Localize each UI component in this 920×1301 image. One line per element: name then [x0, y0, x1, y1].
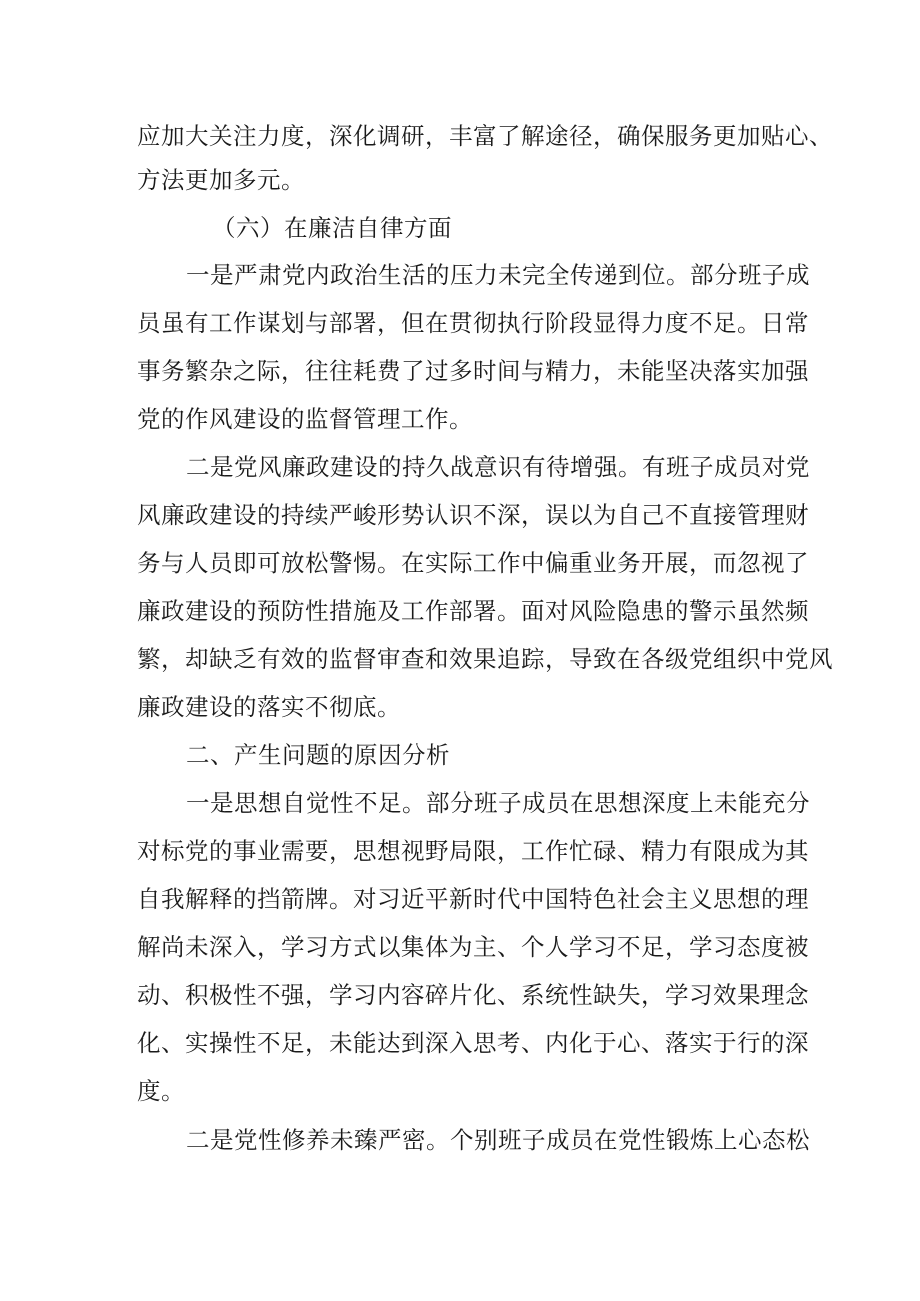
text-line: 员虽有工作谋划与部署，但在贯彻执行阶段显得力度不足。日常 — [137, 309, 809, 337]
section-heading-cause-analysis: 二、产生问题的原因分析 — [186, 741, 450, 769]
text-line: 党的作风建设的监督管理工作。 — [137, 405, 473, 433]
text-line: 自我解释的挡箭牌。对习近平新时代中国特色社会主义思想的理 — [137, 885, 809, 913]
text-line: 方法更加多元。 — [137, 166, 305, 194]
text-line: 廉政建设的预防性措施及工作部署。面对风险隐患的警示虽然频 — [137, 597, 809, 625]
text-line: 二是党风廉政建设的持久战意识有待增强。有班子成员对党 — [186, 453, 810, 481]
text-line: 一是严肃党内政治生活的压力未完全传递到位。部分班子成 — [186, 261, 810, 289]
text-line: 务与人员即可放松警惕。在实际工作中偏重业务开展，而忽视了 — [137, 549, 809, 577]
text-line: 风廉政建设的持续严峻形势认识不深，误以为自己不直接管理财 — [137, 501, 809, 529]
text-line: 繁，却缺乏有效的监督审查和效果追踪，导致在各级党组织中党风 — [137, 645, 833, 673]
text-line: 对标党的事业需要，思想视野局限，工作忙碌、精力有限成为其 — [137, 837, 809, 865]
text-line: 动、积极性不强，学习内容碎片化、系统性缺失，学习效果理念 — [137, 981, 809, 1009]
text-line: 二是党性修养未臻严密。个别班子成员在党性锻炼上心态松 — [186, 1126, 810, 1154]
text-line: 应加大关注力度，深化调研，丰富了解途径，确保服务更加贴心、 — [137, 122, 833, 150]
text-line: 解尚未深入，学习方式以集体为主、个人学习不足，学习态度被 — [137, 933, 809, 961]
text-line: 度。 — [137, 1077, 185, 1105]
text-line: 化、实操性不足，未能达到深入思考、内化于心、落实于行的深 — [137, 1029, 809, 1057]
text-line: 一是思想自觉性不足。部分班子成员在思想深度上未能充分 — [186, 789, 810, 817]
text-line: 事务繁杂之际，往往耗费了过多时间与精力，未能坚决落实加强 — [137, 357, 809, 385]
section-heading-lianjie-zilv: （六）在廉洁自律方面 — [212, 214, 452, 242]
text-line: 廉政建设的落实不彻底。 — [137, 693, 401, 721]
